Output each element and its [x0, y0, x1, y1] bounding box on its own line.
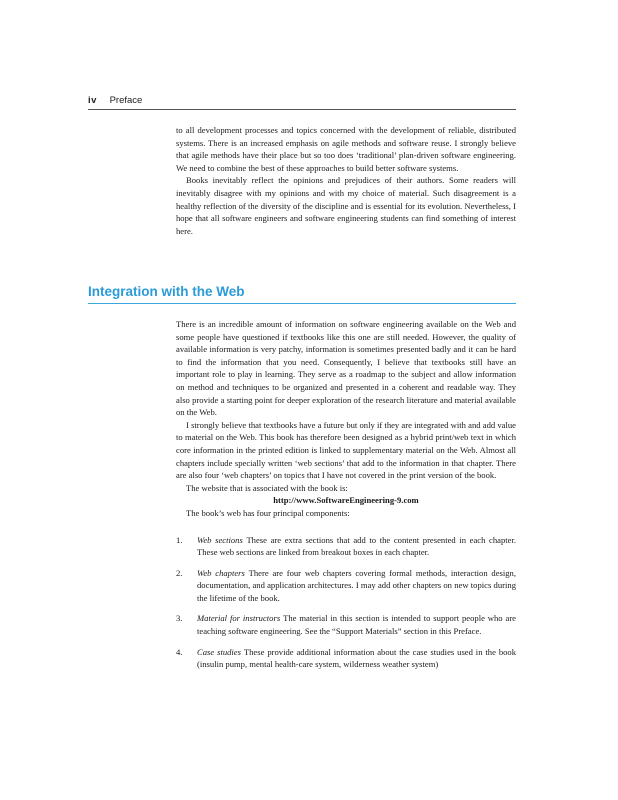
components-intro: The book’s web has four principal components:	[186, 507, 350, 518]
list-item-title: Web chapters	[197, 567, 249, 578]
section-text-block	[176, 318, 516, 679]
list-item	[176, 567, 516, 605]
list-item-number: 2.	[176, 567, 183, 578]
paragraph: There is an incredible amount of information on software engineering available on the Web and some people have questioned if textbooks like this one are still needed. However, the quality of available information is very patchy, information is sometimes presented badly and it can be hard to find the information that you need. Consequently, I believe that textbooks still have an important role to play in learning. They serve as a roadmap to the subject and allow information on method and techniques to be organized and presented in a coherent and readable way. They also provide a starting point for deeper exploration of the research literature and material available on the Web.	[176, 319, 516, 418]
list-item-text: The material in this section is intended to support people who are teaching software engineering. See the “Support Materials” section in this Preface.	[197, 613, 517, 637]
website-intro: The website that is associated with the book is:	[186, 482, 348, 493]
list-item	[176, 646, 516, 671]
top-text-block	[176, 124, 516, 237]
paragraph: to all development processes and topics concerned with the development of reliable, distributed systems. There is an increased emphasis on agile methods and software reuse. I strongly believe that agile methods have their place but so too does ‘traditional’ plan-driven software engineering. We need to combine the best of these approaches to build better software systems.	[176, 125, 516, 173]
list-item-number: 4.	[176, 646, 183, 657]
list-item	[176, 612, 516, 637]
running-head-title: Preface	[109, 95, 143, 106]
running-head	[88, 95, 516, 110]
list-item-title: Material for instructors	[197, 613, 284, 624]
list-item	[176, 534, 516, 559]
section-heading: Integration with the Web	[88, 284, 516, 304]
list-item-number: 1.	[176, 534, 183, 545]
list-item-title: Web sections	[197, 534, 247, 545]
paragraph: I strongly believe that textbooks have a future but only if they are integrated with and add value to material on the Web. This book has therefore been designed as a hybrid print/web text in which core information in the printed edition is linked to supplementary material on the Web. Almost all chapters include specially written ‘web sections’ that add to the information in that chapter. There are also four ‘web chapters’ on topics that I have not covered in the print version of the book.	[176, 419, 516, 481]
website-url: http://www.SoftwareEngineering-9.com	[273, 495, 419, 506]
components-list	[176, 534, 516, 671]
paragraph: Books inevitably reflect the opinions and prejudices of their authors. Some readers will inevitably disagree with my opinions and with my choice of material. Such disagreement is a healthy reflection of the diversity of the discipline and is essential for its evolution. Nevertheless, I hope that all software engineers and software engineering students can find something of interest here.	[176, 175, 516, 236]
list-item-title: Case studies	[197, 646, 244, 657]
list-item-text: These are extra sections that add to the content presented in each chapter. These web sections are linked from breakout boxes in each chapter.	[197, 534, 516, 558]
list-item-text: There are four web chapters covering formal methods, interaction design, documentation, and application architectures. I may add other chapters on new topics during the lifetime of the book.	[197, 567, 517, 603]
list-item-text: These provide additional information about the case studies used in the book (insulin pump, mental health-care system, wilderness weather system)	[197, 646, 517, 670]
list-item-number: 3.	[176, 613, 183, 624]
page-number: iv	[88, 95, 97, 106]
